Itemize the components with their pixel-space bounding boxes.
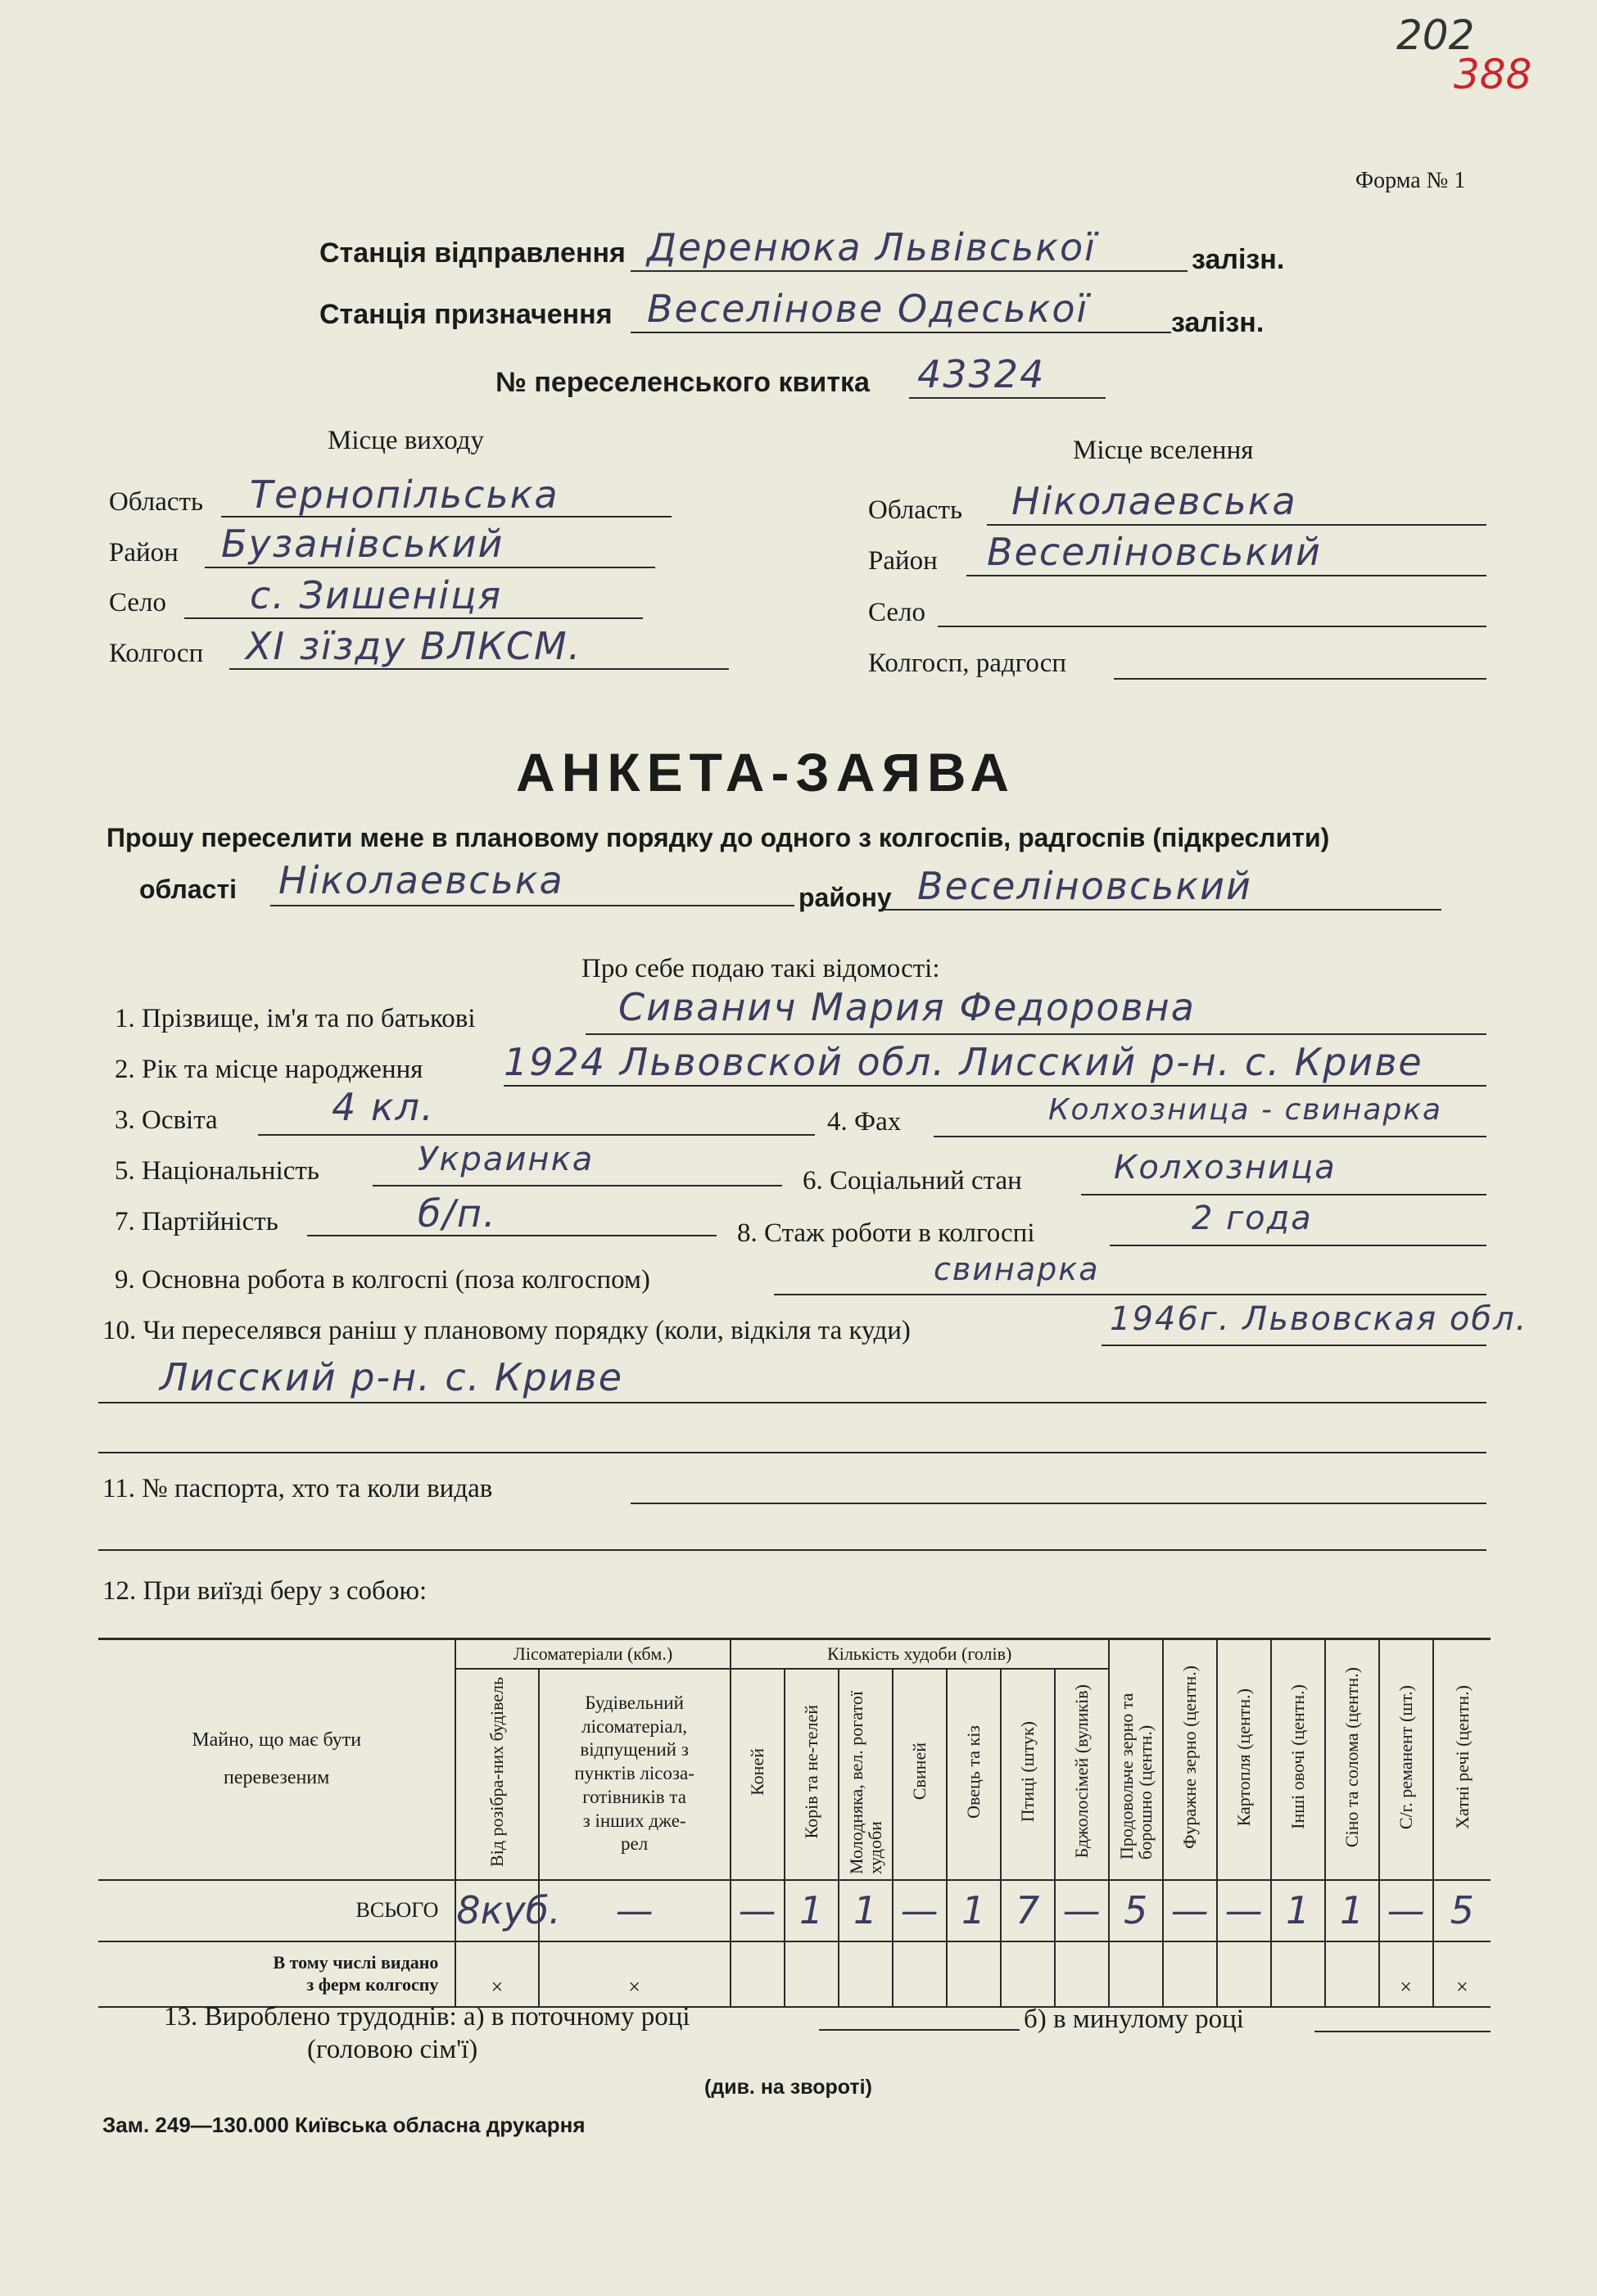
cell-farms-vegetables [1271, 1941, 1325, 2007]
item-5-value: Украинка [418, 1141, 595, 1178]
cell-total-dismantled: 8куб. [455, 1880, 538, 1941]
settlement-raion-line [966, 575, 1486, 576]
origin-oblast-label: Область [109, 487, 204, 517]
item-13-sublabel: (головою сім'ї) [307, 2035, 478, 2064]
table-row-total [98, 1880, 1491, 1941]
departure-station-line [631, 270, 1188, 272]
item-7-label: 7. Партійність [115, 1207, 278, 1236]
destination-station-value: Веселінове Одеської [647, 287, 1089, 331]
document-title: АНКЕТА-ЗАЯВА [516, 742, 1016, 802]
settlement-village-line [938, 626, 1486, 627]
destination-station-label: Станція призначення [319, 299, 613, 330]
col-header-household: Хатні речі (центн.) [1433, 1639, 1491, 1880]
item-10-line [1102, 1345, 1486, 1346]
col-header-grain: Продовольче зерно та борошно (центн.) [1109, 1639, 1163, 1880]
item-9-line [774, 1294, 1486, 1295]
cell-farms-dismantled: × [455, 1941, 538, 2007]
item-3-value: 4 кл. [332, 1085, 435, 1129]
see-reverse-note: (див. на звороті) [704, 2076, 872, 2099]
settlement-heading: Місце вселення [1073, 436, 1254, 465]
cell-farms-pigs [893, 1941, 947, 2007]
cell-total-horses: — [731, 1880, 785, 1941]
settlement-kolhosp-label: Колгосп, радгосп [868, 649, 1067, 678]
request-oblast-line [270, 905, 794, 906]
settlement-raion-value: Веселіновський [987, 530, 1322, 574]
item-7-line [307, 1235, 717, 1236]
request-text: Прошу переселити мене в плановому порядку до одного з колгоспів, радгоспів (підкреслити) [106, 823, 1330, 852]
request-raion-label: району [798, 883, 892, 912]
item-6-line [1081, 1194, 1486, 1195]
cell-total-grain: 5 [1109, 1880, 1163, 1941]
col-header-sheep: Овець та кіз [947, 1669, 1001, 1880]
col-header-property: Майно, що має бути перевезеним [98, 1639, 455, 1880]
destination-railway-suffix: залізн. [1171, 307, 1264, 338]
cell-farms-bees [1055, 1941, 1109, 2007]
ticket-number-value: 43324 [917, 352, 1046, 396]
col-header-bees: Бджолосімей (вуликів) [1055, 1669, 1109, 1880]
col-group-timber: Лісоматеріали (кбм.) [455, 1639, 730, 1669]
col-header-dismantled: Від розібра-них будівель [455, 1669, 538, 1880]
item-10-line-3 [98, 1452, 1486, 1453]
table-row-from-farms [98, 1941, 1491, 2007]
item-11-label: 11. № паспорта, хто та коли видав [102, 1474, 493, 1503]
origin-kolhosp-line [229, 668, 729, 670]
destination-station-line [631, 332, 1171, 333]
item-4-label: 4. Фах [827, 1107, 902, 1137]
origin-kolhosp-value: ХІ зїзду ВЛКСМ. [246, 624, 582, 668]
item-1-line [586, 1033, 1486, 1035]
col-header-fodder: Фуражне зерно (центн.) [1163, 1639, 1217, 1880]
cell-total-building: — [539, 1880, 731, 1941]
cell-total-hay: 1 [1325, 1880, 1379, 1941]
item-3-label: 3. Освіта [115, 1105, 218, 1135]
item-1-label: 1. Прізвище, ім'я та по батькові [115, 1004, 476, 1033]
item-2-value: 1924 Львовской обл. Лисский р-н. с. Криве [504, 1040, 1423, 1084]
item-10-line-2 [98, 1402, 1486, 1403]
settlement-oblast-label: Область [868, 495, 963, 525]
departure-station-value: Деренюка Львівської [647, 225, 1097, 269]
item-13-previous-label: б) в минулому році [1024, 2004, 1244, 2034]
cell-farms-fodder [1163, 1941, 1217, 2007]
item-6-value: Колхозница [1114, 1149, 1337, 1186]
info-intro: Про себе подаю такі відомості: [581, 954, 940, 983]
col-header-hay: Сіно та солома (центн.) [1325, 1639, 1379, 1880]
origin-kolhosp-label: Колгосп [109, 639, 204, 668]
col-header-cows: Корів та не-телей [785, 1669, 839, 1880]
item-10-value-line1: 1946г. Львовская обл. [1110, 1300, 1528, 1338]
item-2-line [504, 1085, 1486, 1087]
cell-total-potatoes: — [1217, 1880, 1271, 1941]
archive-number-old: 202 [1396, 11, 1475, 59]
item-3-line [258, 1134, 815, 1136]
cell-total-pigs: — [893, 1880, 947, 1941]
cell-farms-young-cattle [839, 1941, 893, 2007]
origin-village-label: Село [109, 588, 167, 617]
cell-total-cows: 1 [785, 1880, 839, 1941]
cell-farms-cows [785, 1941, 839, 2007]
origin-raion-value: Бузанівський [221, 522, 504, 566]
item-13-previous-line [1314, 2031, 1491, 2032]
col-header-vegetables: Інші овочі (центн.) [1271, 1639, 1325, 1880]
cell-farms-grain [1109, 1941, 1163, 2007]
settlement-oblast-value: Ніколаевська [1011, 479, 1297, 523]
item-8-value: 2 года [1192, 1200, 1313, 1237]
cell-farms-potatoes [1217, 1941, 1271, 2007]
item-4-line [934, 1136, 1486, 1137]
cell-farms-inventory: × [1379, 1941, 1433, 2007]
origin-heading: Місце виходу [328, 426, 485, 455]
cell-farms-hay [1325, 1941, 1379, 2007]
origin-oblast-value: Тернопільська [250, 472, 559, 517]
form-number: Форма № 1 [1355, 168, 1466, 193]
col-group-livestock: Кількість худоби (голів) [731, 1639, 1109, 1669]
cell-farms-horses [731, 1941, 785, 2007]
item-13-label: 13. Вироблено трудоднів: а) в поточному році [164, 2002, 690, 2032]
item-9-label: 9. Основна робота в колгоспі (поза колгоспом) [115, 1265, 650, 1295]
item-4-value: Колхозница - свинарка [1048, 1093, 1443, 1127]
col-header-horses: Коней [731, 1669, 785, 1880]
request-raion-line [884, 909, 1441, 911]
cell-total-inventory: — [1379, 1880, 1433, 1941]
col-header-pigs: Свиней [893, 1669, 947, 1880]
cell-total-bees: — [1055, 1880, 1109, 1941]
col-header-poultry: Птиці (штук) [1001, 1669, 1055, 1880]
row-label-total: ВСЬОГО [98, 1880, 455, 1941]
item-7-value: б/п. [418, 1191, 497, 1236]
item-11-line [631, 1503, 1486, 1504]
settlement-raion-label: Район [868, 546, 938, 576]
origin-raion-line [205, 567, 655, 568]
cell-farms-household: × [1433, 1941, 1491, 2007]
request-raion-value: Веселіновський [917, 864, 1252, 908]
item-5-line [373, 1185, 782, 1186]
item-8-label: 8. Стаж роботи в колгоспі [737, 1218, 1035, 1248]
item-5-label: 5. Національність [115, 1156, 319, 1186]
col-header-building-timber: Будівельний лісоматеріал, відпущений з пунктів лісоза- готівників та з інших дже- рел [539, 1669, 731, 1880]
col-header-potatoes: Картопля (центн.) [1217, 1639, 1271, 1880]
item-2-label: 2. Рік та місце народження [115, 1055, 423, 1084]
item-13-current-line [819, 2029, 1020, 2031]
origin-raion-label: Район [109, 538, 179, 567]
col-header-inventory: С/г. реманент (шт.) [1379, 1639, 1433, 1880]
cell-farms-building: × [539, 1941, 731, 2007]
cell-total-young-cattle: 1 [839, 1880, 893, 1941]
ticket-number-label: № переселенського квитка [495, 367, 870, 398]
item-1-value: Сиванич Мария Федоровна [618, 985, 1196, 1029]
settlement-oblast-line [987, 524, 1486, 526]
item-10-value-line2: Лисский р-н. с. Криве [160, 1355, 624, 1399]
origin-village-value: с. Зишеніця [250, 573, 503, 617]
cell-total-vegetables: 1 [1271, 1880, 1325, 1941]
item-9-value: свинарка [934, 1251, 1100, 1287]
departure-railway-suffix: залізн. [1192, 244, 1285, 275]
cell-total-poultry: 7 [1001, 1880, 1055, 1941]
request-oblast-value: Ніколаевська [278, 858, 564, 902]
item-8-line [1110, 1245, 1486, 1246]
cell-farms-sheep [947, 1941, 1001, 2007]
row-label-from-farms: В тому числі видано з ферм колгоспу [98, 1941, 455, 2007]
departure-station-label: Станція відправлення [319, 237, 626, 269]
settlement-village-label: Село [868, 598, 926, 627]
item-6-label: 6. Соціальний стан [803, 1166, 1022, 1195]
goods-table [98, 1638, 1491, 2008]
cell-total-sheep: 1 [947, 1880, 1001, 1941]
archive-number-new: 388 [1454, 51, 1532, 98]
item-10-label: 10. Чи переселявся раніш у плановому порядку (коли, відкіля та куди) [102, 1316, 911, 1345]
request-oblast-label: області [139, 875, 237, 904]
item-11-line-2 [98, 1549, 1486, 1551]
cell-total-fodder: — [1163, 1880, 1217, 1941]
printer-imprint: Зам. 249—130.000 Київська обласна друкарня [102, 2113, 586, 2137]
settlement-kolhosp-line [1114, 678, 1486, 680]
cell-farms-poultry [1001, 1941, 1055, 2007]
ticket-number-line [909, 397, 1106, 399]
origin-village-line [184, 617, 643, 619]
item-12-label: 12. При виїзді беру з собою: [102, 1576, 428, 1606]
cell-total-household: 5 [1433, 1880, 1491, 1941]
col-header-young-cattle: Молодняка, вел. рогатої худоби [839, 1669, 893, 1880]
